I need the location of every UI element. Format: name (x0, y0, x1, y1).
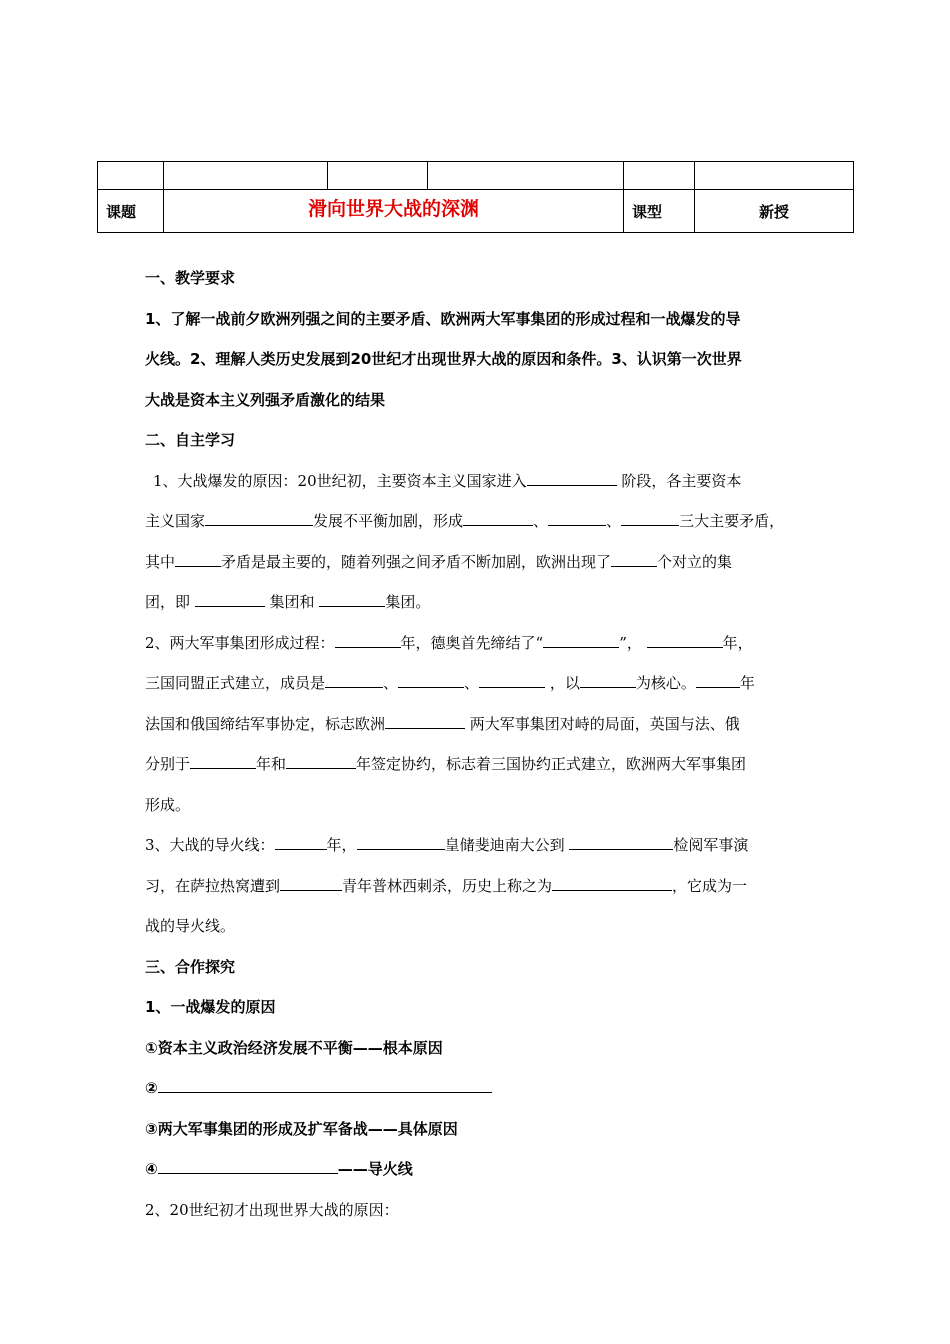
fill-blank[interactable] (275, 834, 327, 850)
text: 两大军事集团对峙的局面，英国与法、俄 (465, 714, 740, 733)
text: 习，在萨拉热窝遭到 (145, 876, 281, 895)
fill-blank[interactable] (463, 510, 533, 526)
question-line (145, 501, 815, 542)
fill-blank[interactable] (696, 672, 740, 688)
fill-blank[interactable] (527, 470, 617, 486)
text: 阶段，各主要资本 (616, 471, 742, 490)
fill-blank[interactable] (479, 672, 545, 688)
fill-blank[interactable] (280, 875, 342, 891)
header-empty-cell (428, 162, 624, 190)
fill-blank[interactable] (205, 510, 313, 526)
text: 年和 (256, 755, 287, 773)
question-line (145, 825, 815, 866)
text: ——导火线 (337, 1160, 413, 1178)
question-line (145, 663, 815, 704)
text: 集团和 (264, 593, 320, 611)
text: 集团。 (385, 593, 431, 611)
text: ”， (619, 633, 647, 652)
question-line (145, 582, 815, 623)
text: 、 (533, 512, 549, 530)
text: 个对立的集 (657, 552, 733, 571)
header-empty-cell (624, 162, 695, 190)
text: 1、大战爆发的原因：20世纪初，主要资本主义国家进入 (153, 471, 527, 490)
text: 三国同盟正式建立，成员是 (145, 674, 326, 692)
text: 2、两大军事集团形成过程： (145, 633, 335, 652)
fill-blank[interactable] (552, 875, 672, 891)
reason-item: ①资本主义政治经济发展不平衡——根本原因 (145, 1038, 443, 1057)
document-body (145, 258, 815, 1230)
text: 、 (383, 674, 399, 692)
text: 年， (326, 836, 357, 854)
fill-blank[interactable] (611, 551, 657, 567)
text: 年 (739, 674, 755, 692)
fill-blank[interactable] (543, 632, 619, 648)
question-line (145, 461, 815, 502)
lesson-title: 滑向世界大战的深渊 (307, 197, 479, 220)
sub-heading: 1、一战爆发的原因 (145, 998, 276, 1016)
text: ② (145, 1079, 158, 1097)
text: 年签定协约，标志着三国协约正式建立，欧洲两大军事集团 (356, 755, 747, 773)
text: 发展不平衡加剧，形成 (313, 512, 464, 530)
fill-blank[interactable] (335, 632, 401, 648)
fill-blank[interactable] (385, 713, 465, 729)
fill-blank[interactable] (286, 753, 356, 769)
reason-item (145, 1149, 815, 1190)
text: 3、大战的导火线： (145, 836, 275, 854)
text: 、 (464, 674, 480, 692)
fill-blank[interactable] (548, 510, 606, 526)
text: 三大主要矛盾， (679, 512, 785, 530)
fill-blank[interactable] (357, 834, 445, 850)
title-cell (164, 190, 624, 233)
question-line (145, 744, 815, 785)
header-empty-cell (695, 162, 854, 190)
text: 法国和俄国缔结军事协定，标志欧洲 (145, 714, 386, 733)
header-empty-cell (328, 162, 428, 190)
topic-label: 课题 (98, 190, 164, 233)
fill-blank[interactable] (621, 510, 679, 526)
requirement-line: 1、了解一战前夕欧洲列强之间的主要矛盾、欧洲两大军事集团的形成过程和一战爆发的导 (145, 309, 741, 328)
text: 年， (722, 633, 753, 652)
text: 检阅军事演 (673, 836, 749, 854)
text: 青年普林西刺杀，历史上称之为 (342, 876, 553, 895)
question-line: 形成。 (145, 795, 191, 814)
fill-blank[interactable] (569, 834, 673, 850)
header-table (97, 161, 854, 233)
text: 其中 (145, 552, 176, 571)
fill-blank[interactable] (319, 591, 385, 607)
fill-blank[interactable] (580, 672, 636, 688)
fill-blank[interactable] (647, 632, 723, 648)
question-line (145, 704, 815, 745)
requirement-line: 火线。2、理解人类历史发展到20世纪才出现世界大战的原因和条件。3、认识第一次世界 (145, 350, 742, 368)
question-line: 战的导火线。 (145, 917, 236, 935)
text: ④ (145, 1160, 158, 1178)
section-heading: 一、教学要求 (145, 269, 236, 287)
type-label: 课型 (624, 190, 695, 233)
text: ，以 (545, 674, 580, 692)
question-line (145, 866, 815, 907)
reason-item: ③两大军事集团的形成及扩军备战——具体原因 (145, 1119, 458, 1138)
text: ，它成为一 (672, 876, 748, 895)
text: 团，即 (145, 593, 195, 611)
section-heading: 二、自主学习 (145, 431, 236, 449)
text: 主义国家 (145, 512, 206, 530)
text: 矛盾是最主要的，随着列强之间矛盾不断加剧，欧洲出现了 (221, 552, 612, 571)
text: 分别于 (145, 755, 191, 773)
fill-blank[interactable] (325, 672, 383, 688)
question-line (145, 542, 815, 583)
text: 、 (606, 512, 622, 530)
text: 为核心。 (635, 674, 696, 692)
text: 年，德奥首先缔结了“ (400, 633, 544, 652)
fill-blank[interactable] (158, 1077, 492, 1093)
reason-item (145, 1068, 815, 1109)
question-line (145, 623, 815, 664)
header-empty-cell (164, 162, 328, 190)
fill-blank[interactable] (398, 672, 464, 688)
text: 皇储斐迪南大公到 (444, 836, 570, 854)
fill-blank[interactable] (158, 1158, 338, 1174)
sub-heading: 2、20世纪初才出现世界大战的原因： (145, 1200, 399, 1219)
fill-blank[interactable] (195, 591, 265, 607)
fill-blank[interactable] (175, 551, 221, 567)
type-value: 新授 (695, 190, 854, 233)
section-heading: 三、合作探究 (145, 957, 236, 976)
requirement-line: 大战是资本主义列强矛盾激化的结果 (145, 390, 386, 409)
header-empty-cell (98, 162, 164, 190)
fill-blank[interactable] (190, 753, 256, 769)
